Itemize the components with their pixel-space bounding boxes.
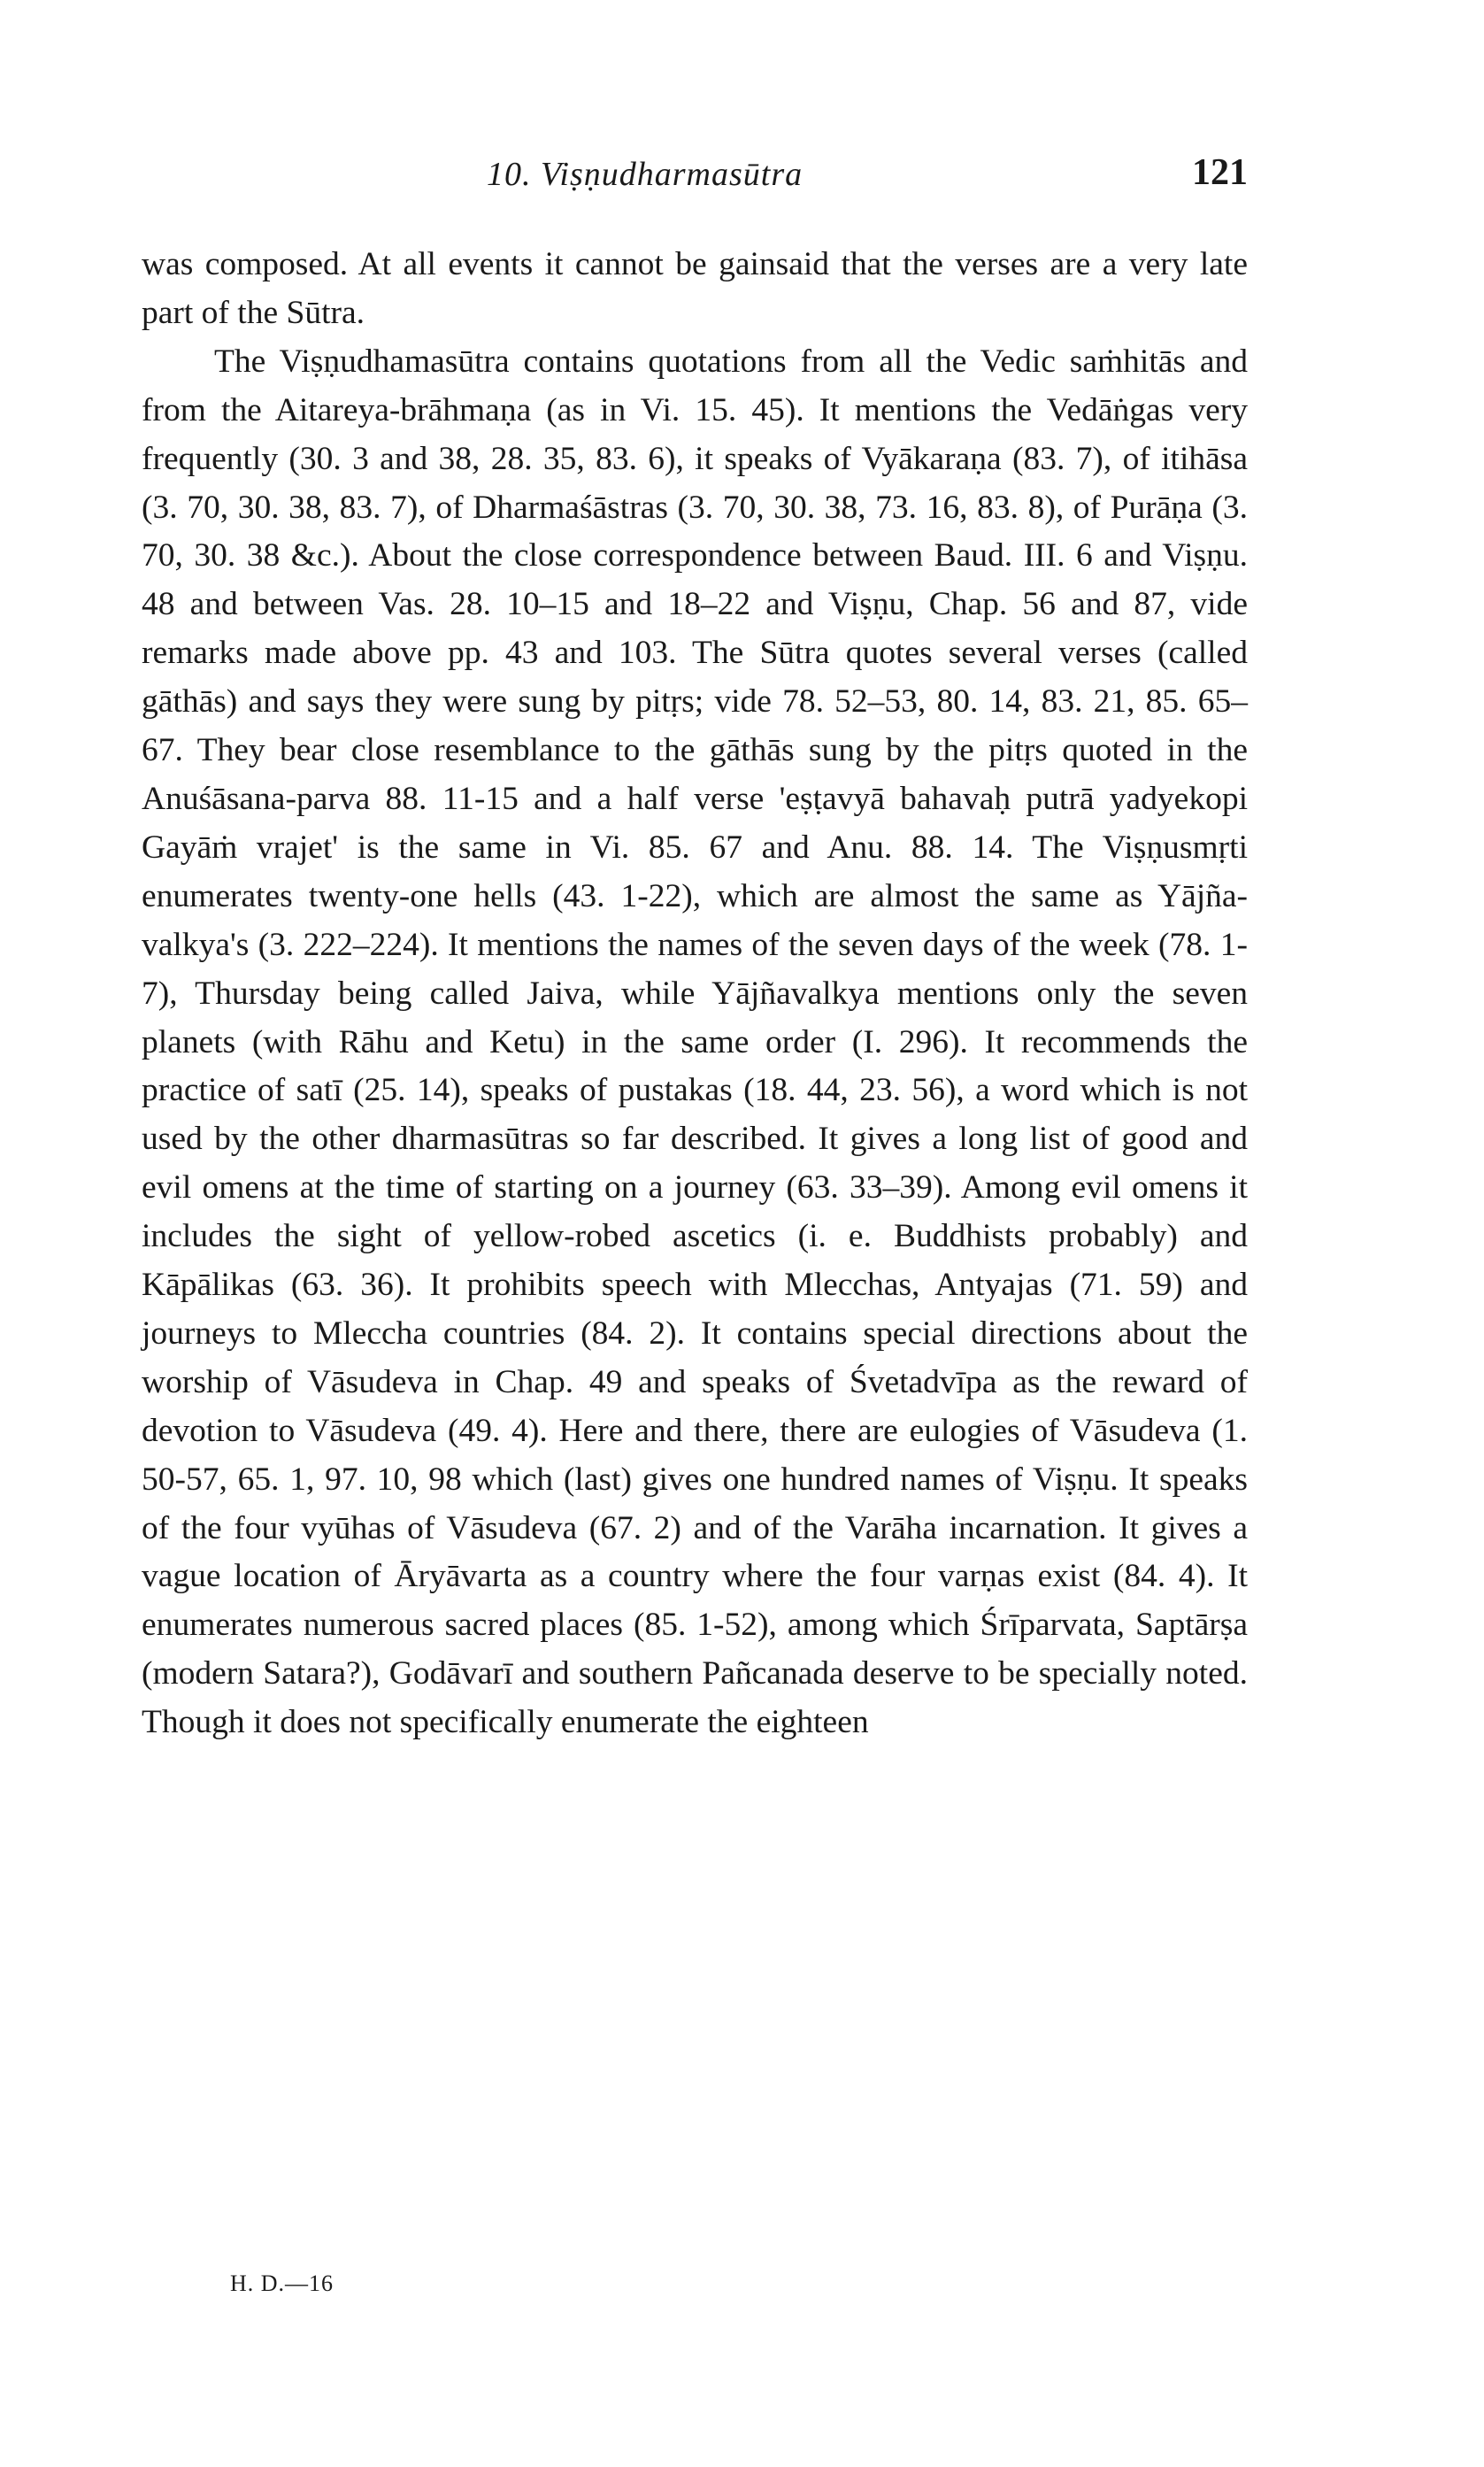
running-head xyxy=(142,152,1248,208)
page-number: 121 xyxy=(1192,152,1248,193)
running-title: 10. Viṣṇudharmasūtra xyxy=(487,156,804,193)
paragraph-continuation: was composed. At all events it cannot be gainsaid that the verses are a very late part of the Sūtra. xyxy=(142,246,1248,331)
printer-signature-mark: H. D.—16 xyxy=(230,2270,334,2296)
body-text xyxy=(142,241,1248,1747)
paragraph-main: The Viṣṇudhamasūtra contains quotations from all the Vedic saṁhitās and from the Aitareya-brāhmaṇa (as in Vi. 15. 45). It mentions the Vedāṅgas very frequently (30. 3 and 38, 28. 35, 83. 6), it speaks of Vyākaraṇa (83. 7), of itihāsa (3. 70, 30. 38, 83. 7), of Dharmaśāstras (3. 70, 30. 38, 73. 16, 83. 8), of Purāṇa (3. 70, 30. 38 &c.). About the close correspondence between Baud. III. 6 and Viṣṇu. 48 and between Vas. 28. 10–15 and 18–22 and Viṣṇu, Chap. 56 and 87, vide remarks made above pp. 43 and 103. The Sūtra quotes several verses (called gāthās) and says they were sung by pitṛs; vide 78. 52–53, 80. 14, 83. 21, 85. 65–67. They bear close resemblance to the gāthās sung by the pitṛs quoted in the Anuśāsana-parva 88. 11-15 and a half verse 'eṣṭavyā bahavaḥ putrā yadyekopi Gayāṁ vrajet' is the same in Vi. 85. 67 and Anu. 88. 14. The Viṣṇusmṛti enumerates twenty-one hells (43. 1-22), which are almost the same as Yājña-valkya's (3. 222–224). It mentions the names of the seven days of the week (78. 1-7), Thursday being called Jaiva, while Yājñavalkya mentions only the seven planets (with Rāhu and Ketu) in the same order (I. 296). It recommends the practice of satī (25. 14), speaks of pustakas (18. 44, 23. 56), a word which is not used by the other dharmasūtras so far described. It gives a long list of good and evil omens at the time of starting on a journey (63. 33–39). Among evil omens it includes the sight of yellow-robed ascetics (i. e. Buddhists probably) and Kāpālikas (63. 36). It prohibits speech with Mlecchas, Antyajas (71. 59) and journeys to Mleccha countries (84. 2). It contains special directions about the worship of Vāsudeva in Chap. 49 and speaks of Śvetadvīpa as the reward of devotion to Vāsudeva (49. 4). Here and there, there are eulogies of Vāsudeva (1. 50-57, 65. 1, 97. 10, 98 which (last) gives one hundred names of Viṣṇu. It speaks of the four vyūhas of Vāsudeva (67. 2) and of the Varāha incarnation. It gives a vague location of Āryāvarta as a country where the four varṇas exist (84. 4). It enumerates numerous sacred places (85. 1-52), among which Śrīparvata, Saptārṣa (modern Satara?), Godāvarī and southern Pañcanada deserve to be specially noted. Though it does not specifically enumerate the eighteen xyxy=(142,343,1248,1741)
